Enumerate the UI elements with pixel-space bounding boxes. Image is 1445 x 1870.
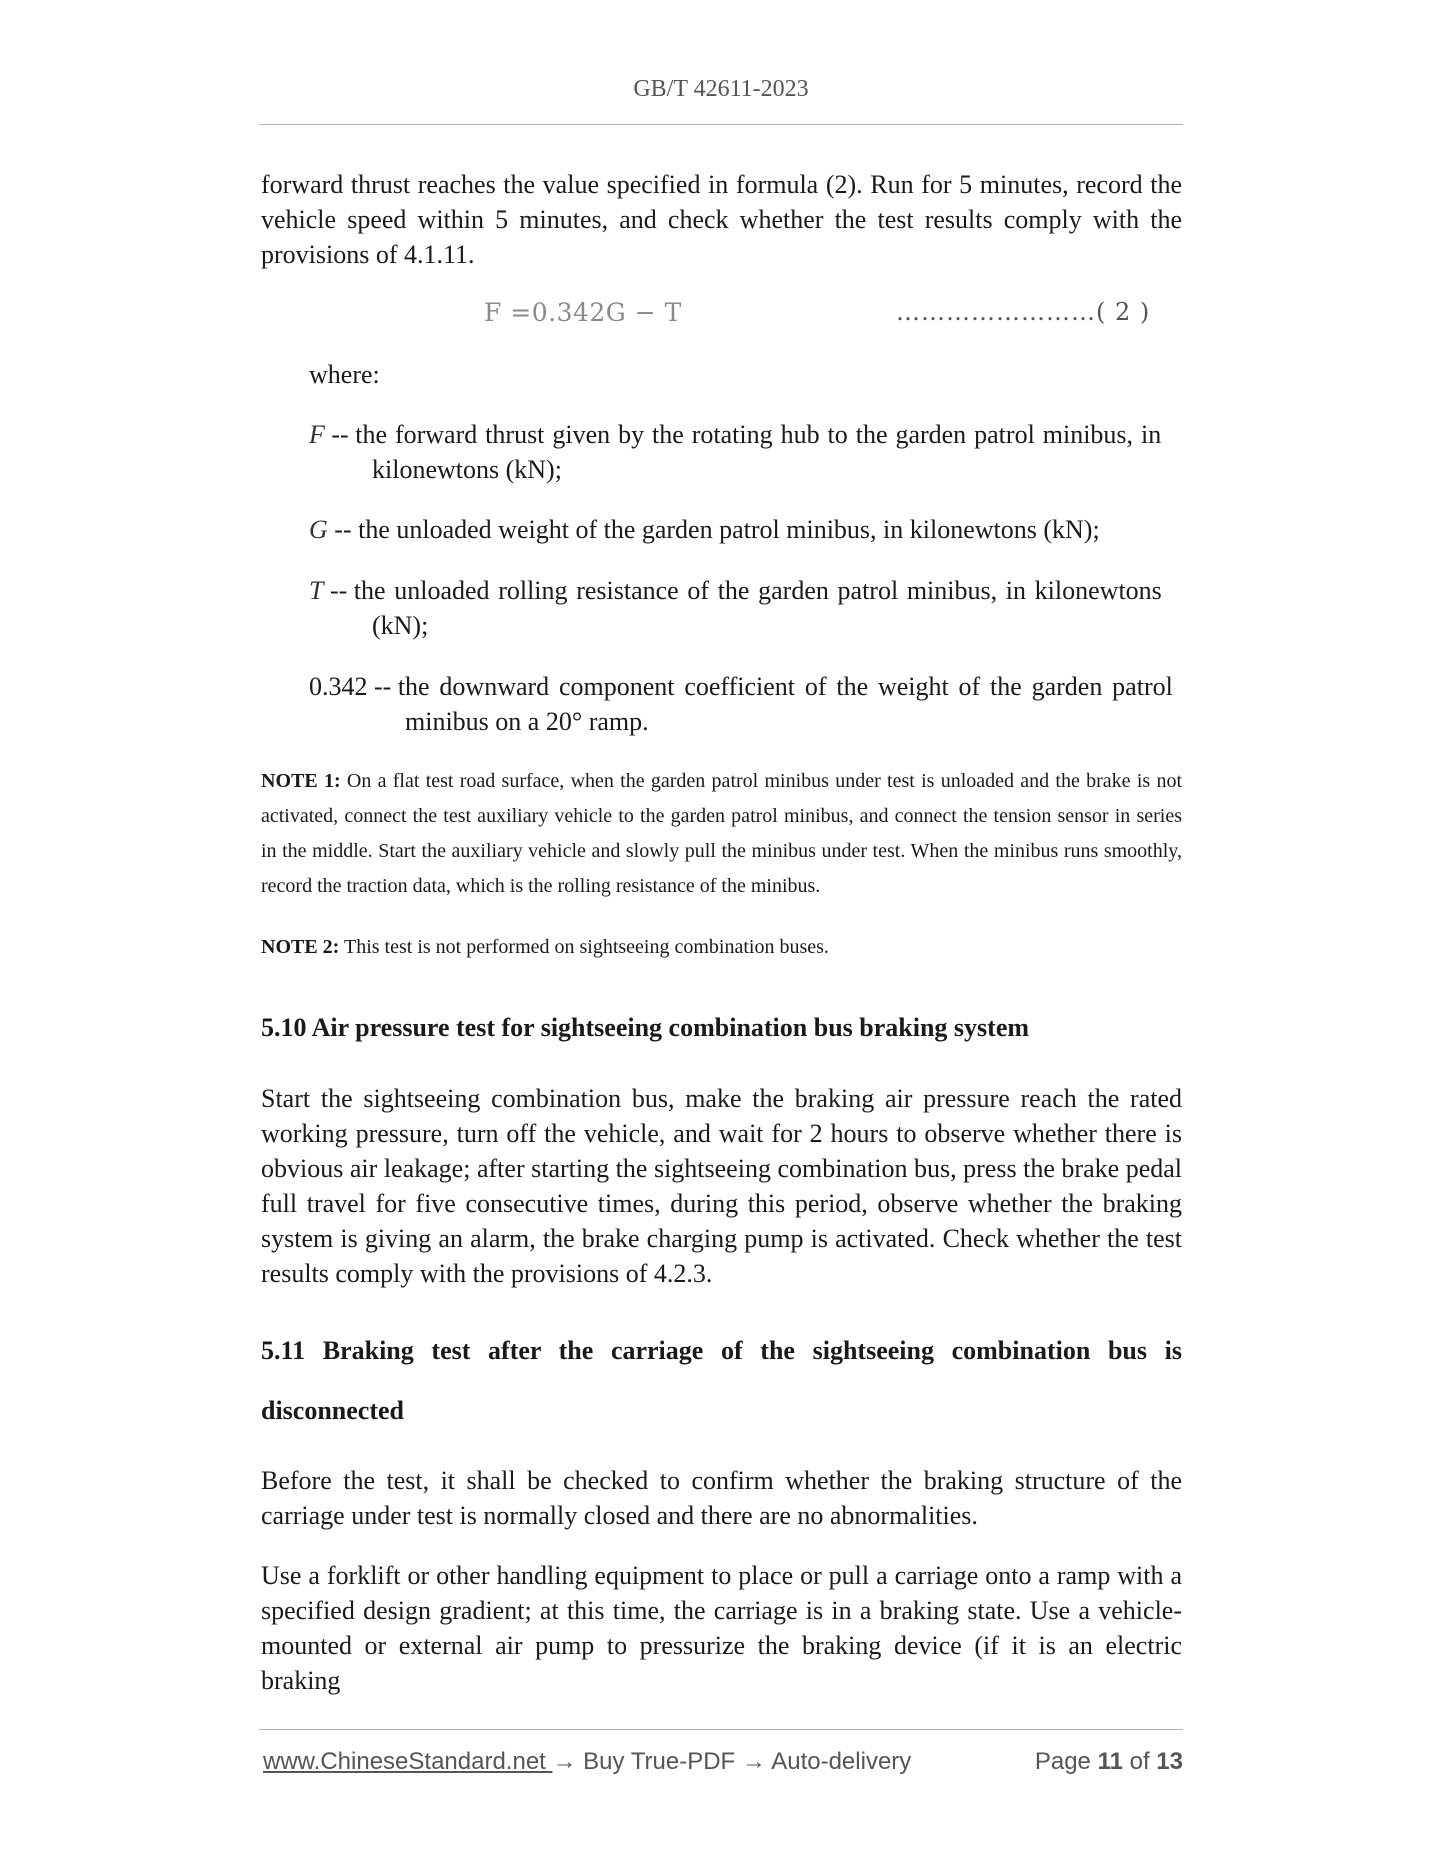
definition-text: the unloaded rolling resistance of the garden patrol minibus, in kilonewtons	[353, 576, 1162, 605]
definition-symbol: 0.342	[309, 672, 368, 701]
page-label: Page	[1034, 1748, 1098, 1775]
definition-text: the forward thrust given by the rotating hub to the garden patrol minibus, in	[355, 420, 1162, 449]
section-5-11-paragraph-1: Before the test, it shall be checked to confirm whether the braking structure of the carriage under test is normally closed and there are no abnormalities.	[261, 1466, 1182, 1530]
buy-true-pdf-text: Buy True-PDF	[576, 1748, 742, 1775]
section-heading-5-10: 5.10 Air pressure test for sightseeing combination bus braking system	[261, 1013, 1030, 1042]
note-label: NOTE 2:	[261, 936, 340, 958]
note-label: NOTE 1:	[261, 770, 341, 792]
formula-expression: F =0.342G − T	[484, 298, 682, 327]
page-total: 13	[1156, 1748, 1183, 1775]
intro-paragraph: forward thrust reaches the value specified in formula (2). Run for 5 minutes, record the vehicle speed within 5 minutes, and check whether the test results comply with the provisions of 4.1.11.	[261, 170, 1182, 269]
definition-item	[309, 669, 1182, 739]
arrow-right-icon: →	[741, 1748, 766, 1775]
footer-divider	[259, 1729, 1183, 1730]
definition-item	[309, 417, 1182, 487]
definition-symbol: F	[309, 420, 325, 449]
where-label: where:	[309, 360, 380, 389]
definition-separator: --	[327, 515, 359, 544]
section-heading-5-11: 5.11 Braking test after the carriage of the sightseeing combination bus is disconnected	[261, 1336, 1182, 1425]
definition-text: the downward component coefficient of the weight of the garden patrol	[397, 672, 1173, 701]
definition-symbol: T	[309, 576, 324, 605]
definition-item	[309, 512, 1182, 547]
definition-text-cont: (kN);	[372, 611, 429, 640]
page-of-label: of	[1122, 1748, 1157, 1775]
footer	[263, 1748, 1183, 1776]
auto-delivery-text: Auto-delivery	[765, 1748, 912, 1775]
website-link[interactable]: www.ChineseStandard.net	[263, 1748, 553, 1775]
note-2	[261, 930, 1182, 965]
header-doc-id: GB/T 42611-2023	[633, 76, 809, 102]
note-text: On a flat test road surface, when the garden patrol minibus under test is unloaded and the brake is not activated, connect the test auxiliary vehicle to the garden patrol minibus, and connect the tension sensor in series in the middle. Start the auxiliary vehicle and slowly pull the minibus under test. When the minibus runs smoothly, record the traction data, which is the rolling resistance of the minibus.	[261, 770, 1183, 897]
definition-separator: --	[367, 672, 398, 701]
definition-symbol: G	[309, 515, 328, 544]
note-text: This test is not performed on sightseeing combination buses.	[339, 936, 829, 958]
definition-separator: --	[324, 420, 356, 449]
definition-separator: --	[323, 576, 354, 605]
definition-text: the unloaded weight of the garden patrol minibus, in kilonewtons (kN);	[358, 515, 1100, 544]
note-1	[261, 764, 1182, 904]
arrow-right-icon: →	[552, 1748, 577, 1775]
section-5-11-paragraph-2: Use a forklift or other handling equipment to place or pull a carriage onto a ramp with a specified design gradient; at this time, the carriage is in a braking state. Use a vehicle-mounted or external air pump to pressurize the braking device (if it is an electric braking	[261, 1561, 1182, 1695]
page-indicator	[1035, 1748, 1183, 1776]
page-current: 11	[1097, 1748, 1123, 1775]
definition-item	[309, 573, 1182, 643]
definition-text-cont: minibus on a 20° ramp.	[405, 707, 649, 736]
formula-number: ……………………( 2 )	[896, 298, 1151, 326]
header-divider	[259, 124, 1183, 125]
section-5-10-paragraph: Start the sightseeing combination bus, make the braking air pressure reach the rated working pressure, turn off the vehicle, and wait for 2 hours to observe whether there is obvious air leakage; after starting the sightseeing combination bus, press the brake pedal full travel for five consecutive times, during this period, observe whether the braking system is giving an alarm, the brake charging pump is activated. Check whether the test results comply with the provisions of 4.2.3.	[261, 1084, 1182, 1288]
definition-text-cont: kilonewtons (kN);	[372, 455, 562, 484]
